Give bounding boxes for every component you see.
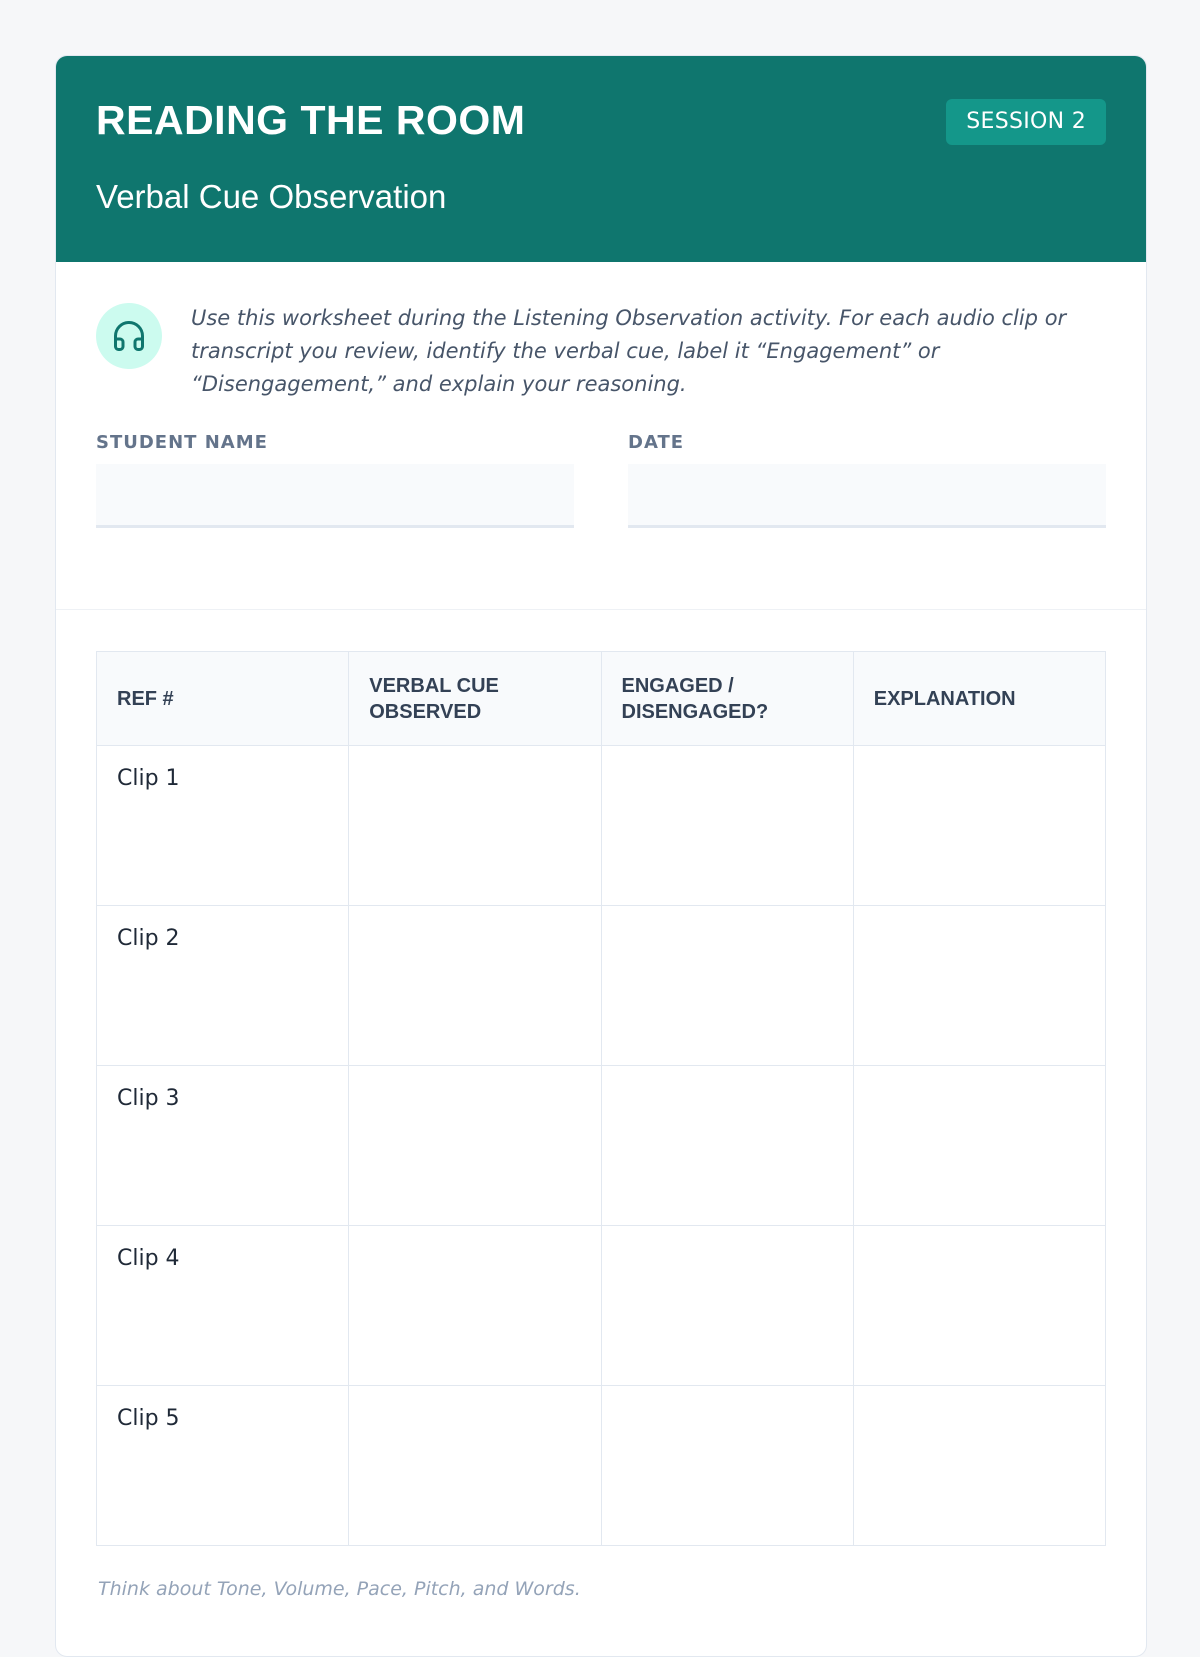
explanation-cell[interactable]: [853, 1226, 1105, 1386]
table-row: [97, 1386, 1106, 1546]
page-subtitle: Verbal Cue Observation: [96, 178, 447, 215]
section-divider: [56, 609, 1146, 610]
explanation-cell[interactable]: [853, 746, 1105, 906]
table-row: [97, 746, 1106, 906]
explanation-cell[interactable]: [853, 906, 1105, 1066]
engaged-cell[interactable]: [601, 1386, 853, 1546]
session-badge: SESSION 2: [946, 99, 1106, 145]
verbal-cue-cell[interactable]: [349, 746, 601, 906]
column-header-explanation: EXPLANATION: [853, 652, 1105, 746]
verbal-cue-cell[interactable]: [349, 906, 601, 1066]
ref-cell: Clip 4: [97, 1226, 349, 1386]
worksheet-header: [56, 56, 1146, 262]
instructions-text: Use this worksheet during the Listening Observation activity. For each audio clip or transcript you review, identify the verbal cue, label it “Engagement” or “Disengagement,” and explain your reasoning.: [191, 306, 1067, 396]
engaged-cell[interactable]: [601, 1066, 853, 1226]
student-name-label: STUDENT NAME: [96, 432, 268, 453]
verbal-cue-cell[interactable]: [349, 1066, 601, 1226]
page-title: READING THE ROOM: [96, 97, 526, 143]
verbal-cue-cell[interactable]: [349, 1226, 601, 1386]
engaged-cell[interactable]: [601, 746, 853, 906]
column-header-verbal-cue: VERBAL CUE OBSERVED: [349, 652, 601, 746]
engaged-cell[interactable]: [601, 906, 853, 1066]
table-header-row: [97, 652, 1106, 746]
explanation-cell[interactable]: [853, 1386, 1105, 1546]
explanation-cell[interactable]: [853, 1066, 1105, 1226]
table-row: [97, 1226, 1106, 1386]
observation-table: [96, 651, 1106, 1546]
headphones-icon: [96, 303, 162, 369]
ref-cell: Clip 3: [97, 1066, 349, 1226]
ref-cell: Clip 5: [97, 1386, 349, 1546]
ref-cell: Clip 1: [97, 746, 349, 906]
date-field[interactable]: [628, 464, 1106, 528]
table-row: [97, 906, 1106, 1066]
column-header-ref: REF #: [97, 652, 349, 746]
engaged-cell[interactable]: [601, 1226, 853, 1386]
date-label: DATE: [628, 432, 685, 453]
verbal-cue-cell[interactable]: [349, 1386, 601, 1546]
table-row: [97, 1066, 1106, 1226]
footer-hint: Think about Tone, Volume, Pace, Pitch, and Words.: [98, 1578, 581, 1600]
student-name-field[interactable]: [96, 464, 574, 528]
worksheet-card: [55, 55, 1147, 1657]
ref-cell: Clip 2: [97, 906, 349, 1066]
column-header-engaged: ENGAGED / DISENGAGED?: [601, 652, 853, 746]
